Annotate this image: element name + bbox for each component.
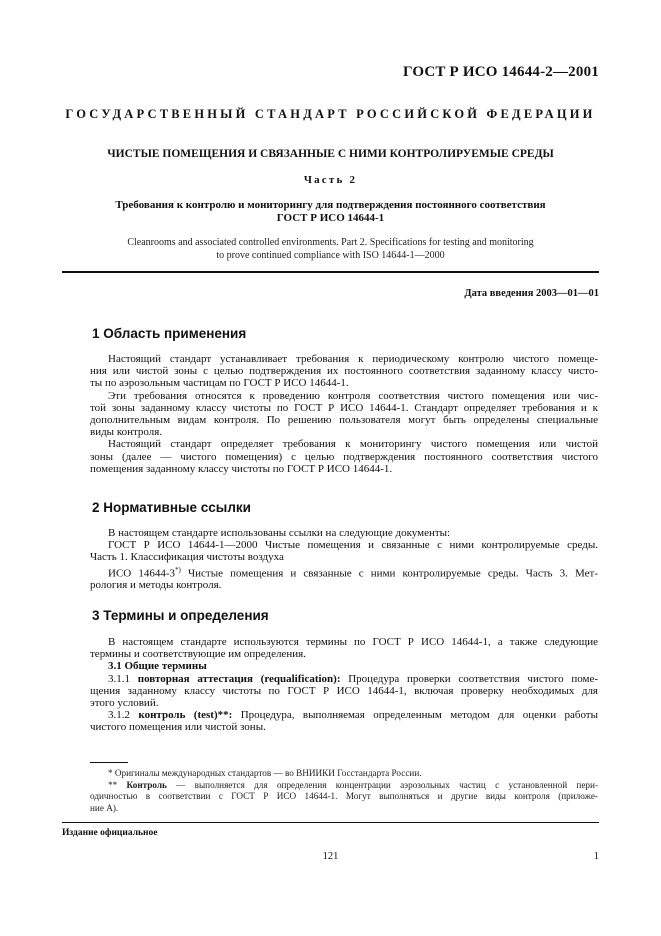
english-title-line: Cleanrooms and associated controlled environments. Part 2. Specifications for testing and monitoring (127, 237, 534, 248)
section-terms-body (90, 636, 598, 734)
text-line: рология и методы контроля. (90, 579, 222, 592)
text-line: Часть 1. Классификация чистоты воздуха (90, 551, 284, 564)
footnote-term: Контроль (126, 779, 167, 790)
text-line: 3.1.1 повторная аттестация (requalification): Процедура проверки соответствия чистого поме- (108, 672, 599, 685)
subtitle-line: Требования к контролю и мониторингу для подтверждения постоянного соответствия (115, 199, 546, 211)
footnote-line: одичностью в соответствии с ГОСТ Р ИСО 14644-1. Могут выполняться и другие виды контроля (приложе- (90, 791, 598, 801)
text-line: щения заданному классу чистоты по ГОСТ Р ИСО 14644-1, включая проверку необходимых для (90, 684, 598, 697)
header-divider (62, 271, 599, 273)
term: контроль (test)**: (138, 709, 233, 722)
part-label: Часть 2 (303, 174, 358, 186)
text-line: помещения заданному классу чистоты по ГОСТ Р ИСО 14644-1. (90, 462, 393, 475)
intro-date: Дата введения 2003—01—01 (464, 288, 599, 299)
footnote: * Оригиналы международных стандартов — во ВНИИКИ Госстандарта России. (108, 768, 422, 778)
page-number: 121 (322, 851, 339, 862)
footnote: ** Контроль — выполняется для определения концентрации аэрозольных частиц с установленной пери- (108, 779, 598, 790)
text-line: Эти требования относятся к проведению контроля соответствия чистого помещения или чис- (108, 389, 598, 402)
section-scope-body (90, 353, 598, 475)
text-line: зоны (далее — чистого помещения) с целью подтверждения постоянного соответствия чистого (90, 450, 598, 463)
text-line: той зоны заданному классу чистоты по ГОСТ Р ИСО 14644-1. Стандарт определяет требования и к (90, 401, 598, 414)
section-heading-terms: 3 Термины и определения (92, 608, 269, 623)
footnote-divider (90, 762, 128, 763)
term: повторная аттестация (requalification): (137, 672, 341, 685)
text-line: термины и соответствующие им определения. (90, 648, 306, 661)
text-line: ты по аэрозольным частицам по ГОСТ Р ИСО 14644-1. (90, 377, 349, 390)
section-heading-references: 2 Нормативные ссылки (92, 500, 251, 515)
text-line: 3.1.2 контроль (test)**: Процедура, выполняемая определенным методом для оценки работы (108, 709, 598, 722)
edition-label: Издание официальное (62, 828, 158, 838)
english-title (62, 237, 599, 262)
section-heading-scope: 1 Область применения (92, 326, 247, 341)
text-line: В настоящем стандарте использованы ссылки на следующие документы: (108, 527, 451, 539)
state-standard-title: ГОСУДАРСТВЕННЫЙ СТАНДАРТ РОССИЙСКОЙ ФЕДЕРАЦИИ (65, 107, 596, 121)
footer-divider (62, 822, 599, 823)
subsection-heading: 3.1 Общие термины (108, 660, 207, 673)
ref-footnote-mark: *) (175, 565, 181, 574)
footnote-line: ние А). (90, 802, 119, 813)
gost-number: ГОСТ Р ИСО 14644-2—2001 (402, 64, 599, 80)
text-line: ГОСТ Р ИСО 14644-1—2000 Чистые помещения и связанные с ними контролируемые среды. (108, 539, 598, 552)
text-line: чистого помещения или чистой зоны. (90, 721, 266, 734)
text-line: ния или чистой зоны с целью подтверждения их постоянного соответствия заданному классу чисто- (90, 365, 598, 378)
english-title-line: to prove continued compliance with ISO 14644-1—2000 (216, 249, 445, 261)
text-line: виды контроля. (90, 426, 163, 439)
text-line: Настоящий стандарт устанавливает требования к периодическому контролю чистого помеще- (108, 353, 598, 365)
text-line: дополнительным видам контроля. По решению пользователя могут быть определены специальные (90, 414, 598, 427)
ref-code: ИСО 14644-3 (108, 567, 176, 580)
footnotes (90, 768, 598, 814)
sheet-number: 1 (593, 851, 599, 862)
subtitle (62, 199, 599, 225)
text-line: этого условий. (90, 697, 159, 710)
section-references-body (90, 527, 598, 592)
text-line: В настоящем стандарте используются термины по ГОСТ Р ИСО 14644-1, а также следующие (108, 636, 598, 648)
subtitle-line: ГОСТ Р ИСО 14644-1 (276, 212, 385, 224)
text-line: Настоящий стандарт определяет требования к мониторингу чистого помещения или чистой (108, 438, 598, 451)
text-line: ИСО 14644-3*) Чистые помещения и связанные с ними контролируемые среды. Часть 3. Мет- (108, 565, 598, 580)
document-title: ЧИСТЫЕ ПОМЕЩЕНИЯ И СВЯЗАННЫЕ С НИМИ КОНТРОЛИРУЕМЫЕ СРЕДЫ (107, 148, 554, 160)
